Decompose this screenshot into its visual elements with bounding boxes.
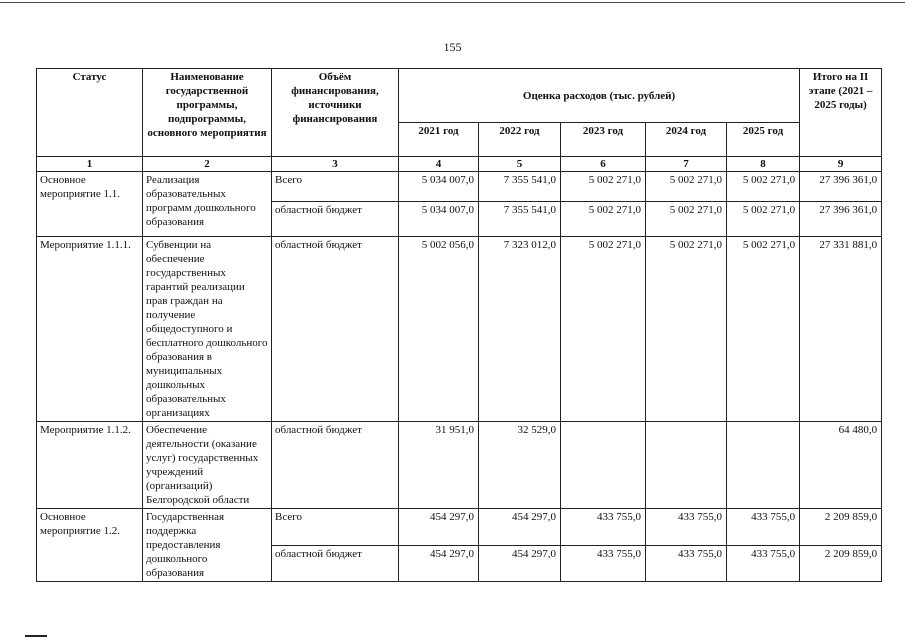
- total-cell: 2 209 859,0: [800, 509, 882, 546]
- column-number: 8: [727, 157, 800, 172]
- column-number: 5: [479, 157, 561, 172]
- expenditure-table: [36, 68, 882, 582]
- status-cell: Основное мероприятие 1.1.: [37, 172, 143, 237]
- value-cell: 454 297,0: [399, 545, 479, 582]
- total-cell: 27 396 361,0: [800, 202, 882, 237]
- header-year: 2023 год: [561, 123, 646, 157]
- status-cell: Основное мероприятие 1.2.: [37, 509, 143, 582]
- value-cell: 7 323 012,0: [479, 237, 561, 422]
- status-cell: Мероприятие 1.1.2.: [37, 422, 143, 509]
- header-year: 2022 год: [479, 123, 561, 157]
- value-cell: 32 529,0: [479, 422, 561, 509]
- header-program-name: Наименование государственной программы, подпрограммы, основного мероприятия: [143, 69, 272, 157]
- table-row: [37, 422, 882, 509]
- value-cell: 5 002 271,0: [727, 202, 800, 237]
- value-cell: 5 002 271,0: [646, 202, 727, 237]
- value-cell: 5 002 271,0: [561, 237, 646, 422]
- column-number: 7: [646, 157, 727, 172]
- total-cell: 64 480,0: [800, 422, 882, 509]
- column-number: 9: [800, 157, 882, 172]
- value-cell: 433 755,0: [727, 545, 800, 582]
- value-cell: 31 951,0: [399, 422, 479, 509]
- value-cell: 454 297,0: [479, 509, 561, 546]
- value-cell: 5 034 007,0: [399, 202, 479, 237]
- value-cell: [727, 422, 800, 509]
- name-cell: Реализация образовательных программ дошкольного образования: [143, 172, 272, 237]
- value-cell: 433 755,0: [646, 509, 727, 546]
- value-cell: 5 002 271,0: [561, 172, 646, 202]
- table-row: [37, 237, 882, 422]
- header-total: Итого на II этапе (2021 – 2025 годы): [800, 69, 882, 157]
- header-funding: Объём финансирования, источники финансирования: [272, 69, 399, 157]
- value-cell: 5 034 007,0: [399, 172, 479, 202]
- source-cell: Всего: [272, 509, 399, 546]
- column-number-row: [37, 157, 882, 172]
- value-cell: 7 355 541,0: [479, 202, 561, 237]
- column-number: 6: [561, 157, 646, 172]
- column-number: 3: [272, 157, 399, 172]
- total-cell: 27 331 881,0: [800, 237, 882, 422]
- source-cell: областной бюджет: [272, 545, 399, 582]
- header-year: 2025 год: [727, 123, 800, 157]
- name-cell: Субвенции на обеспечение государственных гарантий реализации прав граждан на получение общедоступного и бесплатного дошкольного образования в муниципальных дошкольных образовательных организациях: [143, 237, 272, 422]
- header-status: Статус: [37, 69, 143, 157]
- top-border-line: [0, 2, 905, 3]
- header-year: 2024 год: [646, 123, 727, 157]
- value-cell: 5 002 271,0: [727, 237, 800, 422]
- column-number: 2: [143, 157, 272, 172]
- column-number: 1: [37, 157, 143, 172]
- value-cell: 454 297,0: [399, 509, 479, 546]
- value-cell: 433 755,0: [727, 509, 800, 546]
- scan-mark: [25, 635, 47, 637]
- column-number: 4: [399, 157, 479, 172]
- value-cell: [561, 422, 646, 509]
- value-cell: 5 002 271,0: [646, 172, 727, 202]
- source-cell: Всего: [272, 172, 399, 202]
- source-cell: областной бюджет: [272, 202, 399, 237]
- table-row: [37, 509, 882, 546]
- status-cell: Мероприятие 1.1.1.: [37, 237, 143, 422]
- value-cell: 7 355 541,0: [479, 172, 561, 202]
- total-cell: 27 396 361,0: [800, 172, 882, 202]
- header-year: 2021 год: [399, 123, 479, 157]
- value-cell: 433 755,0: [561, 509, 646, 546]
- total-cell: 2 209 859,0: [800, 545, 882, 582]
- value-cell: 5 002 271,0: [561, 202, 646, 237]
- value-cell: 5 002 271,0: [727, 172, 800, 202]
- value-cell: 5 002 271,0: [646, 237, 727, 422]
- name-cell: Государственная поддержка предоставления дошкольного образования: [143, 509, 272, 582]
- value-cell: 433 755,0: [646, 545, 727, 582]
- source-cell: областной бюджет: [272, 237, 399, 422]
- page-number: 155: [443, 40, 462, 54]
- table-row: [37, 172, 882, 202]
- value-cell: 5 002 056,0: [399, 237, 479, 422]
- value-cell: [646, 422, 727, 509]
- header-estimate: Оценка расходов (тыс. рублей): [399, 69, 800, 123]
- value-cell: 454 297,0: [479, 545, 561, 582]
- value-cell: 433 755,0: [561, 545, 646, 582]
- name-cell: Обеспечение деятельности (оказание услуг) государственных учреждений (организаций) Белгородской области: [143, 422, 272, 509]
- source-cell: областной бюджет: [272, 422, 399, 509]
